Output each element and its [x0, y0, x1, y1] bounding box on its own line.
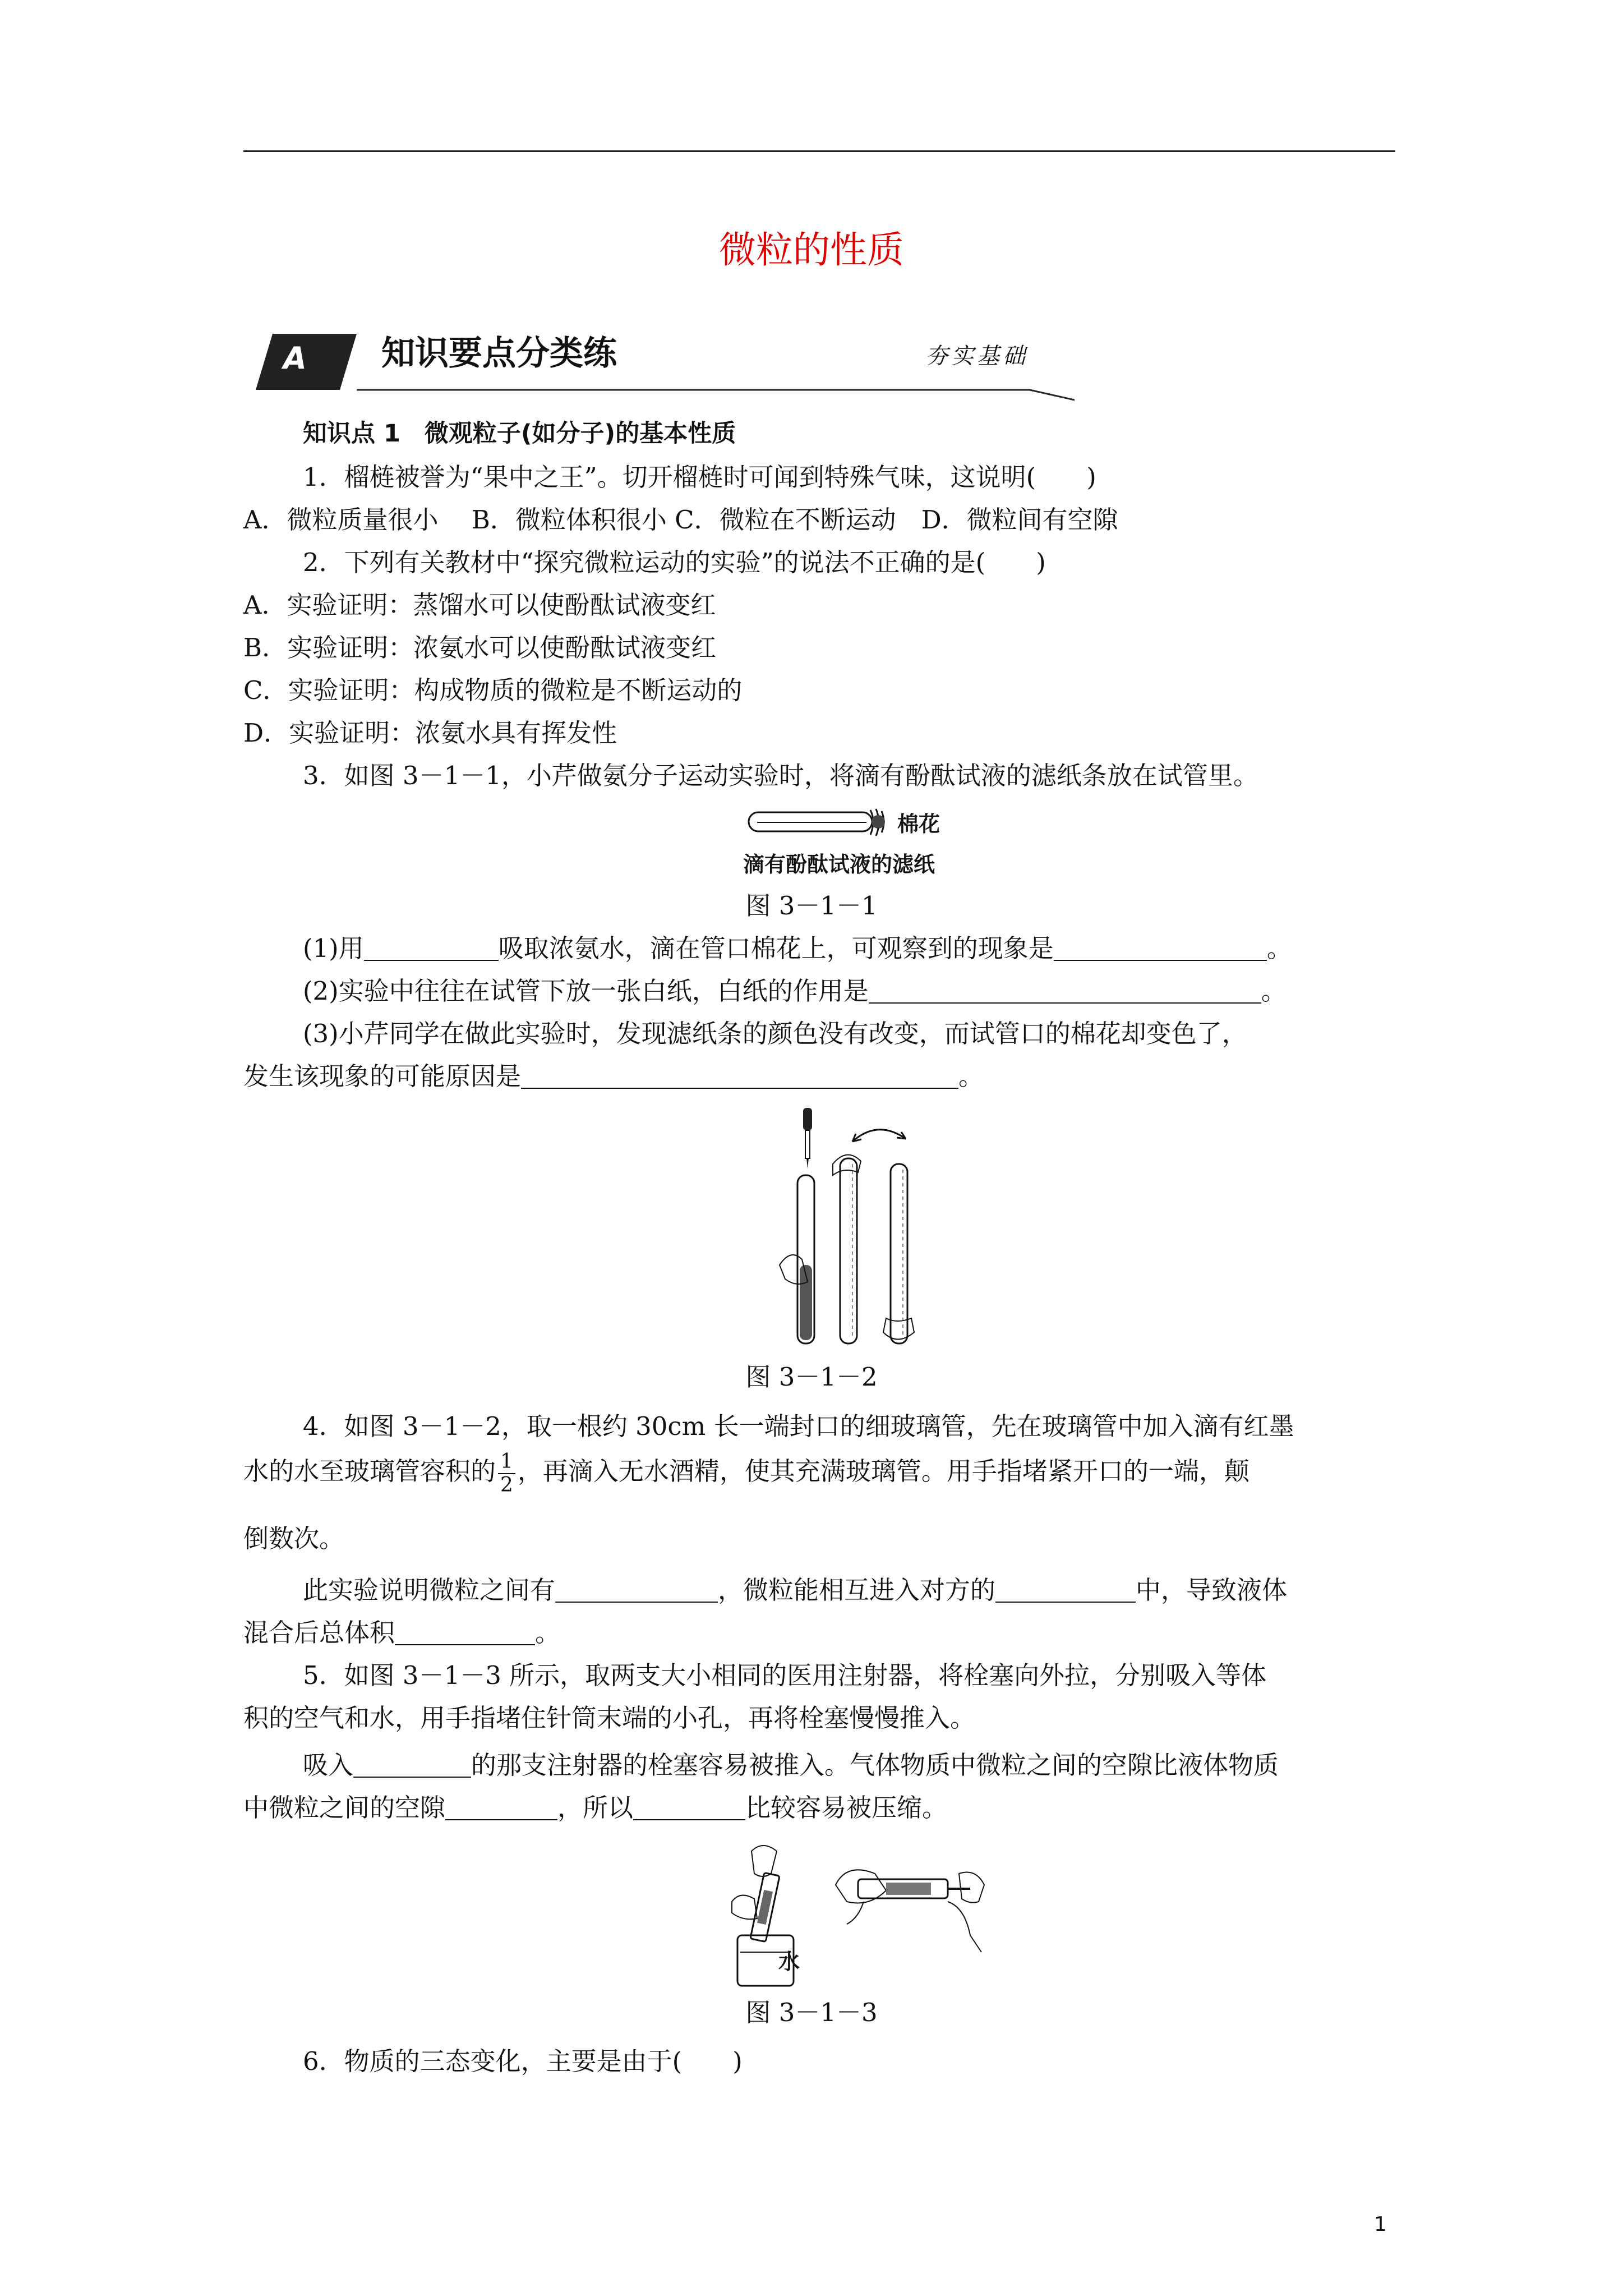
q3-part1: (1)用 吸取浓氨水，滴在管口棉花上，可观察到的现象是 。: [303, 933, 1292, 963]
q4-blank-1[interactable]: [555, 1579, 718, 1603]
q4-line3: 倒数次。: [243, 1524, 345, 1553]
q4-line4: 此实验说明微粒之间有 ，微粒能相互进入对方的 中，导致液体: [303, 1575, 1288, 1605]
q3-part2: (2)实验中往往在试管下放一张白纸，白纸的作用是 。: [303, 976, 1287, 1006]
q5-blank-2[interactable]: [445, 1797, 557, 1820]
q6-stem: 6．物质的三态变化，主要是由于( ): [303, 2046, 743, 2076]
q3-stem: 3．如图 3－1－1，小芹做氨分子运动实验时，将滴有酚酞试液的滤纸条放在试管里。: [303, 761, 1258, 790]
q1-stem: 1．榴梿被誉为“果中之王”。切开榴梿时可闻到特殊气味，这说明( ): [303, 462, 1096, 492]
fig2-caption: 图 3－1－2: [745, 1362, 878, 1392]
q4-line2: 水的水至玻璃管容积的 $\frac{1}{2}$ ，再滴入无水酒精，使其充满玻璃管。用手指堵紧开口的一端，颠: [243, 1450, 1249, 1497]
banner-badge: A: [283, 341, 307, 376]
banner-tag: 夯实基础: [925, 343, 1029, 369]
fraction-one-half: $\frac{1}{2}$: [498, 1451, 515, 1496]
knowledge-point-heading: 知识点 1 微观粒子(如分子)的基本性质: [303, 420, 736, 448]
fig1-label-cotton: 棉花: [897, 812, 940, 836]
q3-blank-2[interactable]: [1054, 937, 1267, 961]
fig1-caption: 图 3－1－1: [745, 891, 878, 921]
q5-line1: 5．如图 3－1－3 所示，取两支大小相同的医用注射器，将栓塞向外拉，分别吸入等体: [303, 1660, 1267, 1690]
banner-title: 知识要点分类练: [381, 334, 617, 373]
fig3-caption: 图 3－1－3: [745, 1998, 878, 2027]
q3-blank-4[interactable]: [521, 1065, 958, 1089]
page-title: 微粒的性质: [719, 228, 904, 272]
q2-stem: 2．下列有关教材中“探究微粒运动的实验”的说法不正确的是( ): [303, 547, 1046, 577]
q3-part3-line2: 发生该现象的可能原因是 。: [243, 1061, 984, 1091]
q4-line1: 4．如图 3－1－2，取一根约 30cm 长一端封口的细玻璃管，先在玻璃管中加入滴有红墨: [303, 1411, 1294, 1441]
q3-blank-3[interactable]: [869, 980, 1261, 1004]
q4-blank-2[interactable]: [995, 1579, 1136, 1603]
q5-blank-3[interactable]: [633, 1797, 745, 1820]
q3-blank-1[interactable]: [364, 937, 499, 961]
q3-part3-line1: (3)小芹同学在做此实验时，发现滤纸条的颜色没有改变，而试管口的棉花却变色了，: [303, 1019, 1247, 1048]
fig3-label-water: 水: [778, 1949, 800, 1974]
q2-option-b: B．实验证明：浓氨水可以使酚酞试液变红: [243, 633, 717, 662]
header-rule: [243, 150, 1395, 152]
q4-line5: 混合后总体积 。: [243, 1618, 561, 1648]
q5-line2: 积的空气和水，用手指堵住针筒末端的小孔，再将栓塞慢慢推入。: [243, 1703, 976, 1733]
q4-blank-3[interactable]: [395, 1622, 535, 1645]
q5-blank-1[interactable]: [353, 1754, 471, 1778]
q2-option-d: D．实验证明：浓氨水具有挥发性: [243, 718, 617, 748]
q5-line3: 吸入 的那支注射器的栓塞容易被推入。气体物质中微粒之间的空隙比液体物质: [303, 1750, 1279, 1780]
fig1-label-paper: 滴有酚酞试液的滤纸: [743, 852, 935, 877]
page-number: 1: [1374, 2213, 1387, 2236]
q5-line4: 中微粒之间的空隙 ，所以 比较容易被压缩。: [243, 1793, 948, 1823]
q1-options: A．微粒质量很小 B．微粒体积很小 C．微粒在不断运动 D．微粒间有空隙: [243, 505, 1118, 535]
q2-option-a: A．实验证明：蒸馏水可以使酚酞试液变红: [243, 590, 716, 620]
q2-option-c: C．实验证明：构成物质的微粒是不断运动的: [243, 675, 743, 705]
